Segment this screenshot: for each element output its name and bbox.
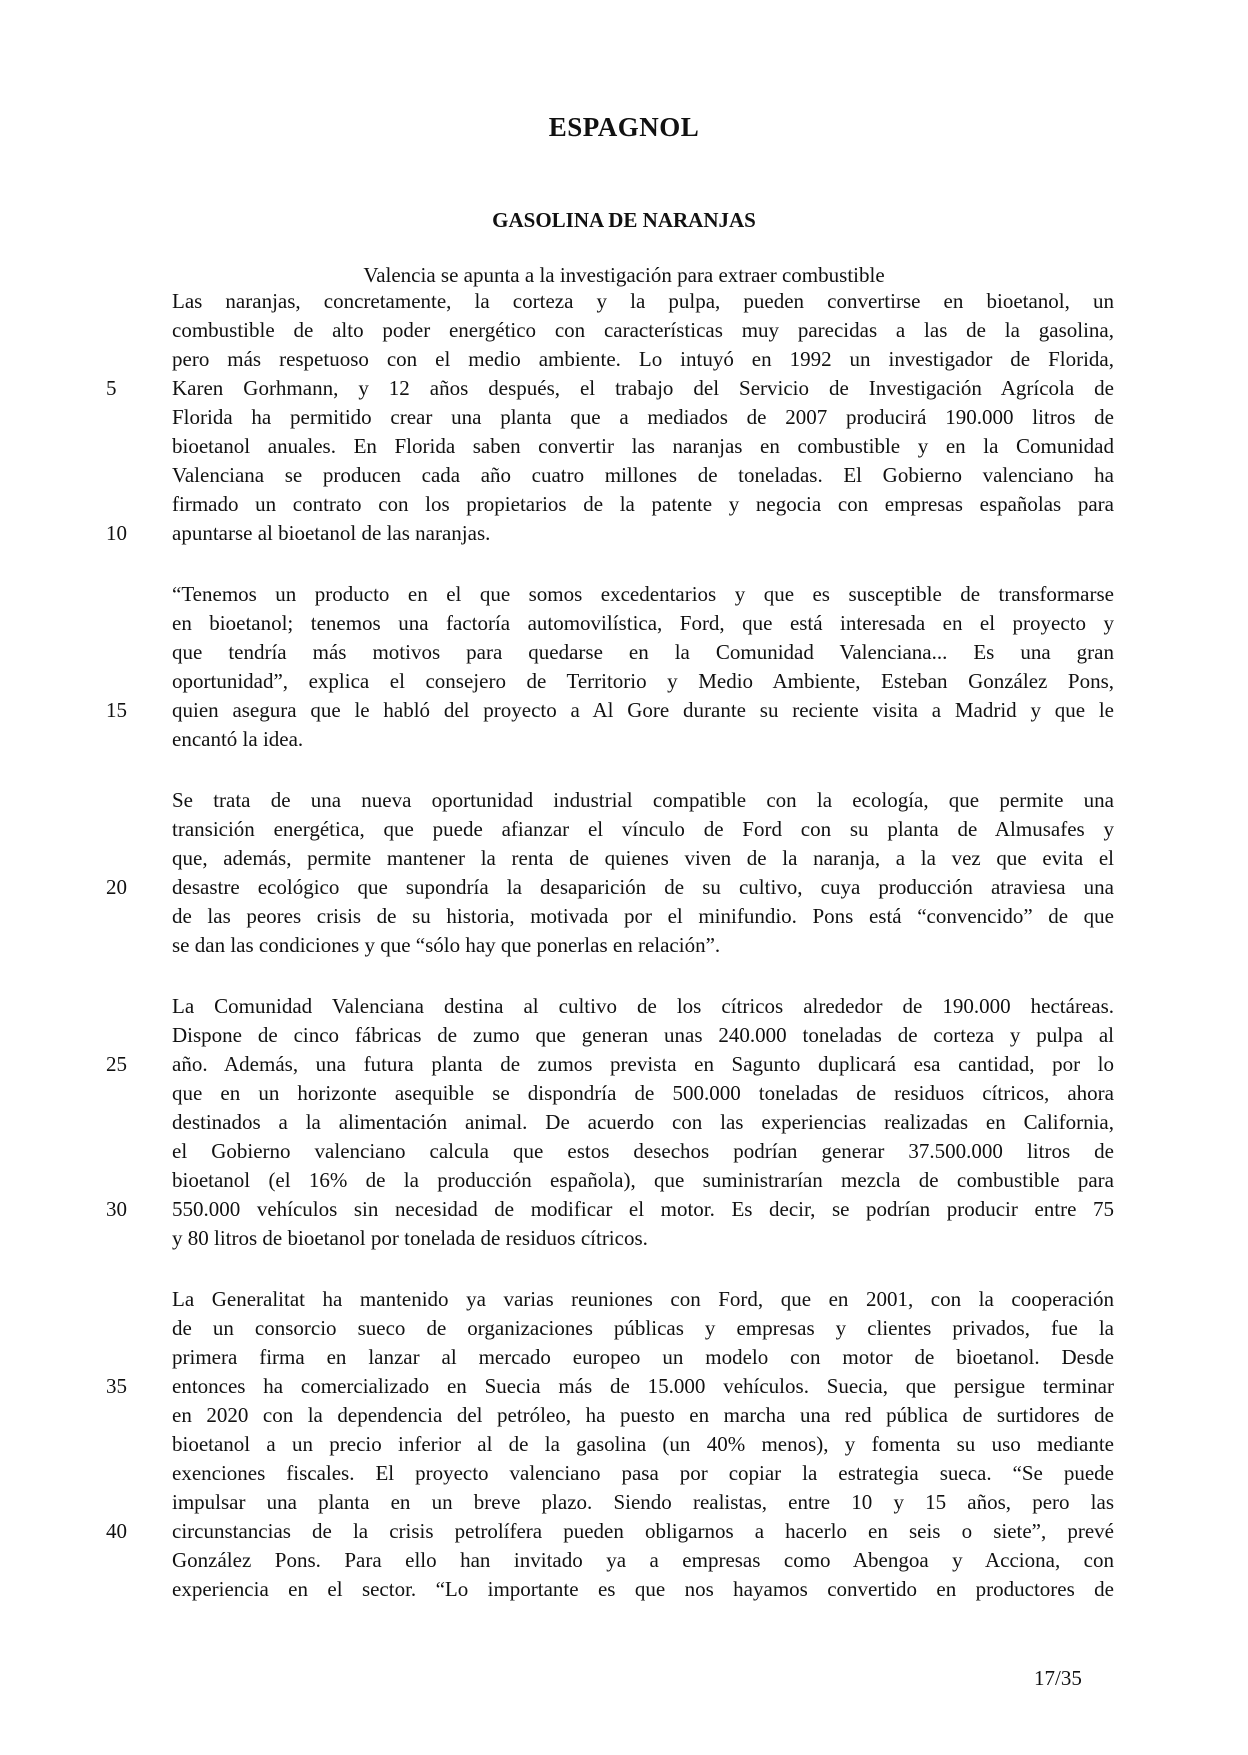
text-line: La Comunidad Valenciana destina al cultivo de los cítricos alrededor de 190.000 hectáreas. [172,994,1114,1018]
text-line: pero más respetuoso con el medio ambiente. Lo intuyó en 1992 un investigador de Florida, [172,347,1114,371]
text-line: circunstancias de la crisis petrolífera pueden obligarnos a hacerlo en seis o siete”, prevé [172,1519,1114,1543]
text-line: de un consorcio sueco de organizaciones públicas y empresas y clientes privados, fue la [172,1316,1114,1340]
text-line: La Generalitat ha mantenido ya varias reuniones con Ford, que en 2001, con la cooperación [172,1287,1114,1311]
text-line: González Pons. Para ello han invitado ya a empresas como Abengoa y Acciona, con [172,1548,1114,1572]
line-number: 10 [106,521,127,545]
text-line: que, además, permite mantener la renta de quienes viven de la naranja, a la vez que evita el [172,846,1114,870]
text-line: encantó la idea. [172,727,304,751]
text-line: oportunidad”, explica el consejero de Territorio y Medio Ambiente, Esteban González Pons, [172,669,1114,693]
text-line: firmado un contrato con los propietarios de la patente y negocia con empresas españolas para [172,492,1114,516]
text-line: que tendría más motivos para quedarse en la Comunidad Valenciana... Es una gran [172,640,1114,664]
text-line: en 2020 con la dependencia del petróleo, ha puesto en marcha una red pública de surtidores de [172,1403,1114,1427]
article-subtitle: Valencia se apunta a la investigación para extraer combustible [363,263,885,287]
text-line: bioetanol (el 16% de la producción española), que suministrarían mezcla de combustible para [172,1168,1114,1192]
text-line: bioetanol a un precio inferior al de la gasolina (un 40% menos), y fomenta su uso mediante [172,1432,1114,1456]
text-line: transición energética, que puede afianzar el vínculo de Ford con su planta de Almusafes y [172,817,1114,841]
text-line: entonces ha comercializado en Suecia más de 15.000 vehículos. Suecia, que persigue terminar [172,1374,1114,1398]
text-line: de las peores crisis de su historia, motivada por el minifundio. Pons está “convencido” de que [172,904,1114,928]
text-line: destinados a la alimentación animal. De acuerdo con las experiencias realizadas en California, [172,1110,1114,1134]
text-line: que en un horizonte asequible se dispondría de 500.000 toneladas de residuos cítricos, ahora [172,1081,1114,1105]
page-number: 17/35 [1034,1666,1082,1690]
text-line: apuntarse al bioetanol de las naranjas. [172,521,491,545]
text-line: Karen Gorhmann, y 12 años después, el trabajo del Servicio de Investigación Agrícola de [172,376,1114,400]
text-line: quien asegura que le habló del proyecto a Al Gore durante su reciente visita a Madrid y que le [172,698,1114,722]
line-number: 30 [106,1197,127,1221]
text-line: en bioetanol; tenemos una factoría automovilística, Ford, que está interesada en el proyecto y [172,611,1114,635]
text-line: bioetanol anuales. En Florida saben convertir las naranjas en combustible y en la Comunidad [172,434,1114,458]
text-line: primera firma en lanzar al mercado europeo un modelo con motor de bioetanol. Desde [172,1345,1114,1369]
text-line: Dispone de cinco fábricas de zumo que generan unas 240.000 toneladas de corteza y pulpa al [172,1023,1114,1047]
text-line: año. Además, una futura planta de zumos prevista en Sagunto duplicará esa cantidad, por lo [172,1052,1114,1076]
text-line: experiencia en el sector. “Lo importante es que nos hayamos convertido en productores de [172,1577,1114,1601]
text-line: se dan las condiciones y que “sólo hay que ponerlas en relación”. [172,933,721,957]
line-number: 40 [106,1519,127,1543]
text-line: impulsar una planta en un breve plazo. Siendo realistas, entre 10 y 15 años, pero las [172,1490,1114,1514]
line-number: 5 [106,376,117,400]
text-line: desastre ecológico que supondría la desaparición de su cultivo, cuya producción atraviesa una [172,875,1114,899]
line-number: 15 [106,698,127,722]
text-line: Florida ha permitido crear una planta que a mediados de 2007 producirá 190.000 litros de [172,405,1114,429]
exam-subject-heading: ESPAGNOL [548,112,700,142]
line-number: 35 [106,1374,127,1398]
text-line: y 80 litros de bioetanol por tonelada de residuos cítricos. [172,1226,648,1250]
text-line: combustible de alto poder energético con características muy parecidas a las de la gasolina, [172,318,1114,342]
text-line: “Tenemos un producto en el que somos excedentarios y que es susceptible de transformarse [172,582,1114,606]
text-line: el Gobierno valenciano calcula que estos desechos podrían generar 37.500.000 litros de [172,1139,1114,1163]
text-line: Se trata de una nueva oportunidad industrial compatible con la ecología, que permite una [172,788,1114,812]
text-line: exenciones fiscales. El proyecto valenciano pasa por copiar la estrategia sueca. “Se puede [172,1461,1114,1485]
article-title: GASOLINA DE NARANJAS [492,208,756,232]
text-line: Valenciana se producen cada año cuatro millones de toneladas. El Gobierno valenciano ha [172,463,1114,487]
text-line: Las naranjas, concretamente, la corteza y la pulpa, pueden convertirse en bioetanol, un [172,289,1114,313]
text-line: 550.000 vehículos sin necesidad de modificar el motor. Es decir, se podrían producir entre 75 [172,1197,1114,1221]
line-number: 20 [106,875,127,899]
line-number: 25 [106,1052,127,1076]
